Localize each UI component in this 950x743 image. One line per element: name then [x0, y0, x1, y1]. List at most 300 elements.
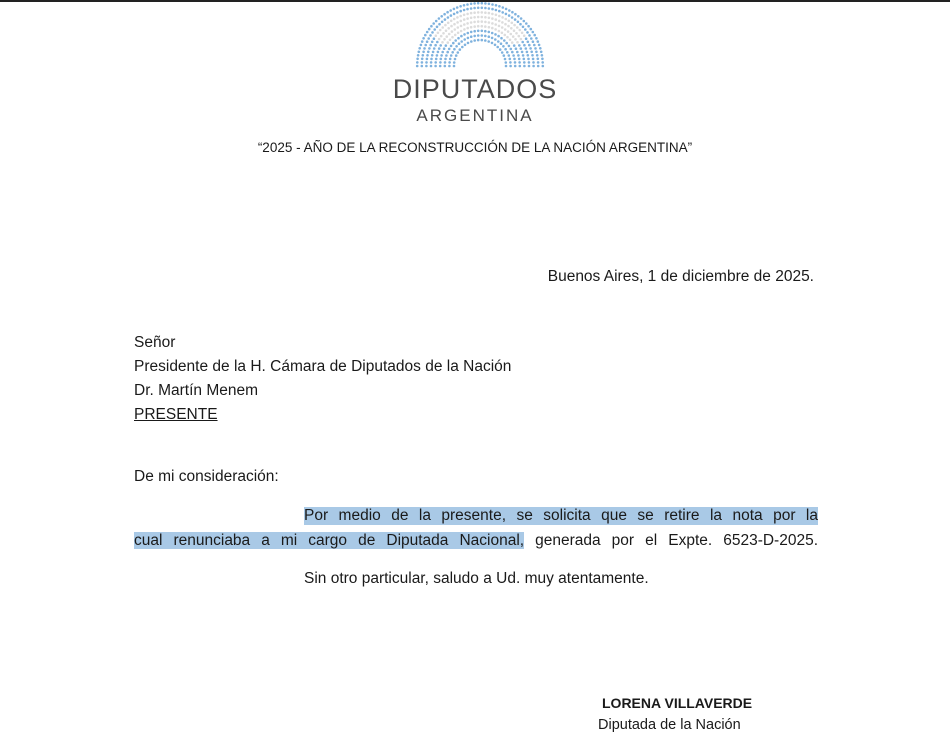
logo-seat-dot: [416, 58, 419, 61]
logo-seat-dot: [454, 28, 457, 31]
logo-seat-dot: [441, 26, 444, 29]
logo-seat-dot: [459, 48, 462, 51]
logo-seat-dot: [522, 26, 525, 29]
logo-seat-dot: [530, 51, 533, 54]
logo-seat-dot: [504, 58, 507, 61]
logo-seat-dot: [449, 58, 452, 61]
logo-seat-dot: [508, 45, 511, 48]
logo-seat-dot: [441, 41, 444, 44]
logo-seat-dot: [514, 18, 517, 21]
logo-seat-dot: [517, 15, 520, 18]
logo-seat-dot: [510, 33, 513, 36]
logo-seat-dot: [452, 42, 455, 45]
logo-seat-dot: [529, 47, 532, 50]
logo-seat-dot: [443, 47, 446, 50]
logo-seat-dot: [450, 54, 453, 57]
logo-seat-dot: [520, 17, 523, 20]
logo-seat-dot: [514, 38, 517, 41]
logo-seat-dot: [459, 10, 462, 13]
logo-seat-dot: [477, 16, 480, 19]
logo-seat-dot: [508, 20, 511, 23]
logo-seat-dot: [512, 54, 515, 57]
logo-seat-dot: [439, 65, 442, 68]
logo-seat-dot: [488, 3, 491, 6]
logo-seat-dot: [473, 25, 476, 28]
logo-seat-dot: [537, 40, 540, 43]
logo-seat-dot: [484, 35, 487, 38]
logo-seat-dot: [460, 20, 463, 23]
logo-seat-dot: [442, 32, 445, 35]
logo-seat-dot: [511, 11, 514, 14]
logo-seat-dot: [439, 44, 442, 47]
logo-seat-dot: [511, 41, 514, 44]
logo-seat-dot: [527, 41, 530, 44]
logo-seat-dot: [432, 22, 435, 25]
logo-seat-dot: [524, 28, 527, 31]
logo-seat-dot: [450, 20, 453, 23]
logo-seat-dot: [496, 46, 499, 49]
logo-seat-dot: [510, 48, 513, 51]
logo-seat-dot: [481, 30, 484, 33]
logo-seat-dot: [421, 61, 424, 64]
logo-seat-dot: [537, 58, 540, 61]
logo-seat-dot: [443, 38, 446, 41]
logo-seat-dot: [461, 46, 464, 49]
logo-seat-dot: [502, 45, 505, 48]
logo-seat-dot: [440, 15, 443, 18]
logo-seat-dot: [535, 37, 538, 40]
logo-seat-dot: [541, 61, 544, 64]
logo-seat-dot: [484, 25, 487, 28]
logo-seat-dot: [491, 8, 494, 11]
logo-seat-dot: [426, 58, 429, 61]
logo-seat-dot: [537, 65, 540, 68]
logo-seat-dot: [498, 15, 501, 18]
logo-seat-dot: [500, 37, 503, 40]
logo-seat-dot: [421, 40, 424, 43]
logo-seat-dot: [441, 21, 444, 24]
logo-seat-dot: [447, 16, 450, 19]
logo-seat-dot: [446, 51, 449, 54]
logo-seat-dot: [501, 11, 504, 14]
logo-seat-dot: [426, 31, 429, 34]
logo-seat-dot: [431, 41, 434, 44]
logo-seat-dot: [515, 47, 518, 50]
logo-seat-dot: [463, 18, 466, 21]
logo-seat-dot: [495, 9, 498, 12]
logo-seat-dot: [456, 11, 459, 14]
logo-seat-dot: [536, 54, 539, 57]
logo-seat-dot: [423, 47, 426, 50]
logo-seat-dot: [518, 58, 521, 61]
logo-seat-dot: [503, 39, 506, 42]
logo-seat-dot: [507, 25, 510, 28]
logo-seat-dot: [513, 29, 516, 32]
logo-seat-dot: [435, 34, 438, 37]
logo-seat-dot: [447, 22, 450, 25]
logo-seat-dot: [495, 4, 498, 7]
logo-seat-dot: [460, 25, 463, 28]
logo-seat-dot: [448, 48, 451, 51]
logo-seat-dot: [491, 42, 494, 45]
logo-seat-dot: [520, 38, 523, 41]
logo-seat-dot: [488, 12, 491, 15]
logo-seat-dot: [470, 3, 473, 6]
logo-seat-dot: [504, 34, 507, 37]
logo-seat-dot: [450, 14, 453, 17]
logo-seat-dot: [439, 29, 442, 32]
logo-seat-dot: [519, 23, 522, 26]
logo-seat-dot: [500, 42, 503, 45]
logo-seat-dot: [533, 44, 536, 47]
logo-seat-dot: [541, 54, 544, 57]
logo-seat-dot: [527, 54, 530, 57]
logo-seat-dot: [445, 44, 448, 47]
logo-seat-dot: [463, 38, 466, 41]
salutation: De mi consideración:: [134, 468, 279, 485]
logo-seat-dot: [428, 47, 431, 50]
logo-seat-dot: [467, 37, 470, 40]
logo-seat-dot: [501, 21, 504, 24]
logo-seat-dot: [533, 34, 536, 37]
logo-seat-dot: [440, 54, 443, 57]
body-line-2: [134, 532, 818, 550]
logo-seat-dot: [432, 51, 435, 54]
logo-seat-dot: [519, 29, 522, 32]
logo-seat-dot: [470, 7, 473, 10]
logo-seat-dot: [506, 51, 509, 54]
logo-seat-dot: [518, 35, 521, 38]
logo-seat-dot: [477, 30, 480, 33]
logo-seat-dot: [435, 20, 438, 23]
logo-seat-dot: [473, 35, 476, 38]
logo-seat-dot: [523, 58, 526, 61]
logo-seat-dot: [473, 2, 476, 5]
logo-seat-dot: [417, 54, 420, 57]
logo-seat-dot: [481, 2, 484, 5]
logo-seat-dot: [515, 32, 518, 35]
logo-seat-dot: [451, 36, 454, 39]
logo-seat-dot: [501, 26, 504, 29]
logo-seat-dot: [523, 44, 526, 47]
logo-seat-dot: [499, 48, 502, 51]
logo-seat-dot: [421, 65, 424, 68]
logo-seat-dot: [436, 54, 439, 57]
logo-seat-dot: [507, 30, 510, 33]
logo-seat-dot: [488, 26, 491, 29]
logo-seat-dot: [511, 51, 514, 54]
recipient-line: Dr. Martín Menem: [134, 382, 259, 399]
logo-seat-dot: [429, 34, 432, 37]
logo-seat-dot: [433, 37, 436, 40]
logo-seat-dot: [537, 61, 540, 64]
logo-seat-dot: [491, 32, 494, 35]
logo-seat-dot: [498, 25, 501, 28]
logo-seat-dot: [516, 41, 519, 44]
logo-seat-dot: [484, 2, 487, 5]
logo-seat-dot: [460, 35, 463, 38]
logo-seat-dot: [505, 61, 508, 64]
logo-seat-dot: [484, 30, 487, 33]
recipient-line: Señor: [134, 334, 176, 351]
logo-seat-dot: [541, 58, 544, 61]
logo-seat-dot: [445, 54, 448, 57]
logo-seat-dot: [470, 17, 473, 20]
logo-seat-dot: [514, 61, 517, 64]
logo-seat-dot: [535, 51, 538, 54]
logo-seat-dot: [463, 14, 466, 17]
logo-seat-dot: [481, 16, 484, 19]
logo-seat-dot: [477, 39, 480, 42]
logo-seat-dot: [477, 7, 480, 10]
logo-seat-dot: [481, 7, 484, 10]
logo-seat-dot: [494, 38, 497, 41]
logo-seat-dot: [523, 61, 526, 64]
logo-seat-dot: [528, 61, 531, 64]
logo-seat-dot: [521, 51, 524, 54]
logo-seat-dot: [477, 25, 480, 28]
logo-seat-dot: [470, 40, 473, 43]
highlighted-text: cual renunciaba a mi cargo de Diputada Nacional,: [134, 532, 525, 549]
signer-title: Diputada de la Nación: [598, 717, 741, 733]
recipient-line: PRESENTE: [134, 406, 218, 423]
logo-seat-dot: [448, 65, 451, 68]
logo-seat-dot: [444, 24, 447, 27]
logo-seat-dot: [477, 11, 480, 14]
closing: Sin otro particular, saludo a Ud. muy atentamente.: [304, 570, 649, 587]
logo-seat-dot: [421, 58, 424, 61]
logo-seat-dot: [532, 58, 535, 61]
logo-seat-dot: [527, 58, 530, 61]
logo-seat-dot: [470, 21, 473, 24]
logo-seat-dot: [437, 32, 440, 35]
logo-seat-dot: [466, 3, 469, 6]
logo-seat-dot: [453, 18, 456, 21]
logo-seat-dot: [542, 65, 545, 68]
logo-seat-dot: [488, 21, 491, 24]
logo-seat-dot: [517, 54, 520, 57]
logo-seat-dot: [427, 51, 430, 54]
logo-seat-dot: [473, 21, 476, 24]
logo-seat-dot: [517, 21, 520, 24]
logo-seat-dot: [491, 37, 494, 40]
logo-seat-dot: [523, 20, 526, 23]
recipient-line: Presidente de la H. Cámara de Diputados de la Nación: [134, 358, 512, 375]
logo-seat-dot: [453, 61, 456, 64]
logo-seat-dot: [491, 17, 494, 20]
logo-seat-dot: [438, 17, 441, 20]
logo-seat-dot: [428, 28, 431, 31]
logo-seat-dot: [540, 51, 543, 54]
logo-seat-dot: [451, 30, 454, 33]
logo-seat-dot: [438, 23, 441, 26]
logo-seat-dot: [477, 2, 480, 5]
logo-seat-dot: [491, 22, 494, 25]
logo-seat-dot: [453, 48, 456, 51]
logo-seat-dot: [509, 61, 512, 64]
logo-seat-dot: [488, 7, 491, 10]
logo-seat-dot: [508, 9, 511, 12]
logo-seat-dot: [498, 20, 501, 23]
logo-seat-dot: [466, 22, 469, 25]
logo-seat-dot: [509, 58, 512, 61]
logo-seat-dot: [426, 54, 429, 57]
logo-seat-dot: [422, 51, 425, 54]
logo-seat-dot: [477, 20, 480, 23]
logo-seat-dot: [436, 26, 439, 29]
logo-seat-dot: [495, 14, 498, 17]
logo-seat-dot: [466, 27, 469, 30]
logo-seat-dot: [510, 27, 513, 30]
logo-seat-dot: [497, 35, 500, 38]
logo-seat-dot: [505, 18, 508, 21]
logo-seat-dot: [425, 65, 428, 68]
logo-seat-dot: [456, 16, 459, 19]
logo-seat-dot: [458, 42, 461, 45]
logo-seat-dot: [449, 9, 452, 12]
logo-seat-dot: [526, 51, 529, 54]
logo-seat-dot: [427, 37, 430, 40]
logo-seat-dot: [444, 65, 447, 68]
logo-seat-dot: [526, 31, 529, 34]
logo-seat-dot: [438, 47, 441, 50]
logo-seat-dot: [467, 42, 470, 45]
logo-seat-dot: [436, 41, 439, 44]
logo-seat-dot: [416, 61, 419, 64]
logo-seat-dot: [430, 61, 433, 64]
logo-seat-dot: [521, 32, 524, 35]
logo-seat-dot: [431, 31, 434, 34]
logo-seat-dot: [422, 37, 425, 40]
logo-seat-dot: [488, 31, 491, 34]
logo-seat-dot: [528, 34, 531, 37]
logo-seat-dot: [429, 44, 432, 47]
logo-seat-dot: [448, 33, 451, 36]
logo-seat-dot: [523, 65, 526, 68]
logo-seat-dot: [521, 41, 524, 44]
logo-seat-dot: [477, 34, 480, 37]
logo-seat-dot: [431, 54, 434, 57]
logo-seat-dot: [504, 28, 507, 31]
logo-seat-dot: [488, 35, 491, 38]
logo-seat-dot: [448, 61, 451, 64]
logo-seat-dot: [454, 34, 457, 37]
logo-seat-dot: [532, 40, 535, 43]
logo-seat-dot: [418, 51, 421, 54]
logo-seat-dot: [459, 5, 462, 8]
logo-seat-dot: [426, 40, 429, 43]
logo-seat-dot: [457, 32, 460, 35]
logo-seat-dot: [457, 26, 460, 29]
logo-seat-dot: [514, 65, 517, 68]
logo-seat-dot: [434, 61, 437, 64]
logo-seat-dot: [453, 13, 456, 16]
logo-seat-dot: [487, 40, 490, 43]
signer-name: LORENA VILLAVERDE: [602, 695, 753, 711]
logo-seat-dot: [532, 65, 535, 68]
logo-seat-dot: [466, 8, 469, 11]
logo-seat-dot: [455, 54, 458, 57]
logo-seat-dot: [450, 25, 453, 28]
logo-seat-dot: [498, 10, 501, 13]
logo-seat-dot: [519, 65, 522, 68]
logo-seat-dot: [424, 44, 427, 47]
logo-seat-dot: [509, 65, 512, 68]
logo-seat-dot: [494, 28, 497, 31]
logo-seat-dot: [481, 34, 484, 37]
logo-seat-dot: [445, 29, 448, 32]
logo-seat-dot: [488, 17, 491, 20]
logo-seat-dot: [513, 24, 516, 27]
logo-seat-dot: [528, 44, 531, 47]
logo-seat-dot: [454, 58, 457, 61]
logo-seat-dot: [530, 37, 533, 40]
logo-seat-dot: [505, 8, 508, 11]
logo-seat-dot: [484, 21, 487, 24]
logo-seat-dot: [473, 7, 476, 10]
logo-title: DIPUTADOS: [392, 74, 558, 104]
logo-seat-dot: [501, 51, 504, 54]
logo-seat-dot: [430, 25, 433, 28]
logo-seat-dot: [538, 44, 541, 47]
logo-seat-dot: [481, 25, 484, 28]
logo-seat-dot: [473, 16, 476, 19]
logo-seat-dot: [494, 33, 497, 36]
logo-seat-dot: [512, 35, 515, 38]
logo-seat-dot: [504, 23, 507, 26]
logo-seat-dot: [501, 16, 504, 19]
logo-seat-dot: [470, 31, 473, 34]
logo-seat-dot: [481, 20, 484, 23]
logo-seat-dot: [446, 35, 449, 38]
logo-seat-dot: [444, 18, 447, 21]
logo-seat-dot: [425, 61, 428, 64]
logo-seat-dot: [444, 61, 447, 64]
logo-seat-dot: [494, 23, 497, 26]
logo-seat-dot: [522, 54, 525, 57]
logo-seat-dot: [514, 13, 517, 16]
logo-seat-dot: [446, 11, 449, 14]
logo-seat-dot: [451, 51, 454, 54]
logo-seat-dot: [455, 45, 458, 48]
logo-seat-dot: [453, 23, 456, 26]
logo-seat-dot: [516, 26, 519, 29]
logo-seat-dot: [532, 61, 535, 64]
logo-seat-dot: [495, 18, 498, 21]
logo-seat-dot: [434, 44, 437, 47]
logo-seat-dot: [513, 58, 516, 61]
logo-seat-dot: [456, 21, 459, 24]
logo-seat-dot: [467, 32, 470, 35]
logo-seat-dot: [440, 35, 443, 38]
logo-seat-dot: [418, 47, 421, 50]
logo-seat-dot: [532, 31, 535, 34]
logo-seat-dot: [424, 34, 427, 37]
logo-seat-dot: [484, 7, 487, 10]
logo-seat-dot: [506, 36, 509, 39]
logo-seat-dot: [447, 41, 450, 44]
logo-seat-dot: [460, 30, 463, 33]
body-text: generada por el Expte. 6523-D-2025.: [524, 532, 819, 549]
logo-seat-dot: [520, 47, 523, 50]
logo-seat-dot: [470, 35, 473, 38]
logo-seat-dot: [449, 39, 452, 42]
logo-seat-dot: [439, 61, 442, 64]
logo-seat-dot: [525, 22, 528, 25]
logo-seat-dot: [516, 51, 519, 54]
logo-seat-dot: [505, 65, 508, 68]
logo-seat-dot: [530, 28, 533, 31]
